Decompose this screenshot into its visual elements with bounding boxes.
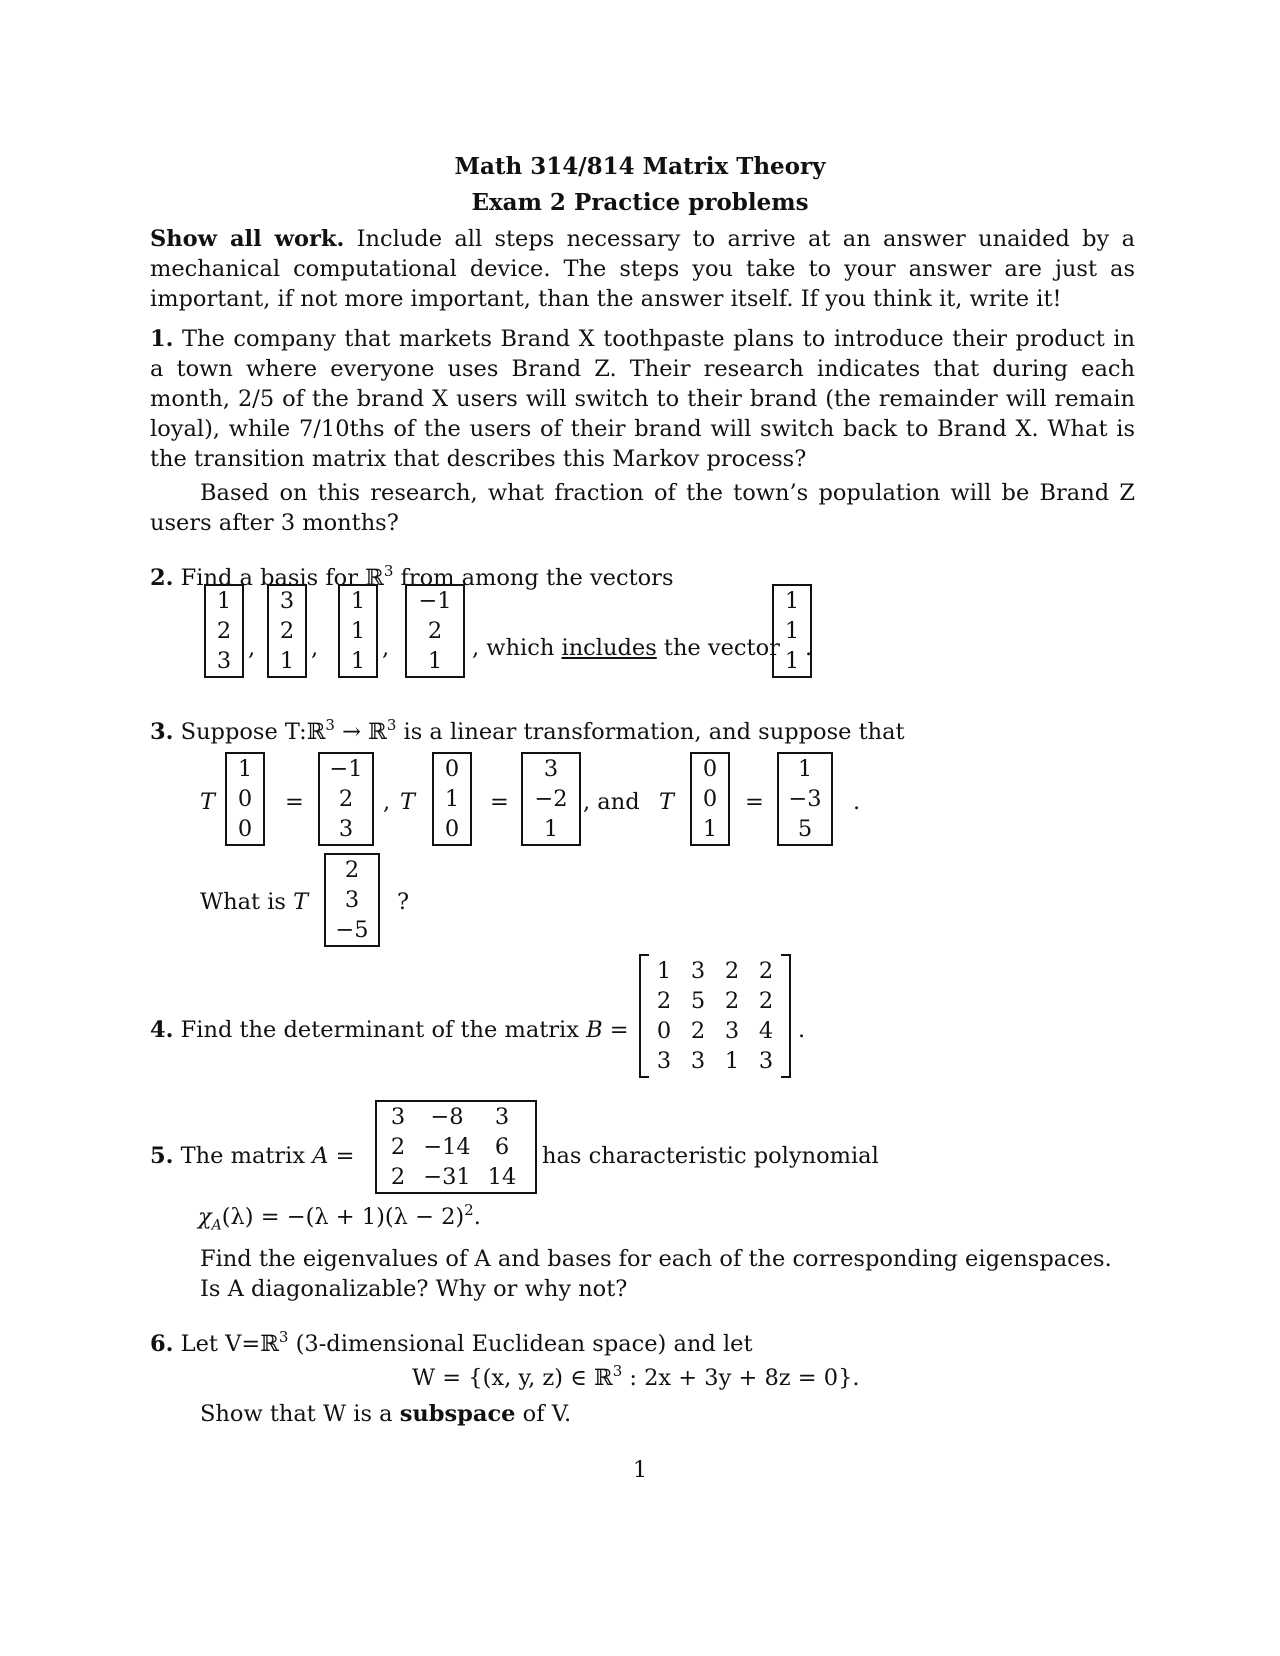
basis-vector-entry: −1 [418,588,452,614]
matrix-B-grid-entry: 3 [656,1048,672,1074]
problem-2-which-text [472,633,780,663]
matrix-B-grid-entry: 2 [724,958,740,984]
basis-vector-entry: 1 [216,588,232,614]
subspace-definition [412,1363,860,1393]
problem-4-text: Find the determinant of the matrix [173,1017,587,1043]
basis-vector-entry: 1 [350,648,366,674]
page-number: 1 [632,1457,648,1483]
matrix-B-grid [639,956,791,1076]
t1-vector-entry: 2 [338,786,354,812]
problem-5-eq: = [328,1143,355,1169]
basis-vector [267,584,307,678]
e2-vector-entry: 1 [444,786,460,812]
problem-5-line-2: Is A diagonalizable? Why or why not? [200,1276,628,1302]
problem-6-text: Let V=ℝ [173,1331,279,1357]
t2-vector-entry: −2 [534,786,568,812]
problem-4-number: 4. [150,1017,174,1043]
problem-4-eq: = [602,1017,629,1043]
basis-vector-entry: 3 [216,648,232,674]
period: . [853,789,861,815]
t3-vector-entry: −3 [788,786,822,812]
set-text: W = {(x, y, z) ∈ ℝ [412,1365,613,1391]
problem-2-number: 2. [150,565,174,591]
comma: , [383,789,391,815]
question-T: T [293,889,309,915]
e1-vector-entry: 0 [237,786,253,812]
matrix-A-entry: 14 [487,1164,517,1190]
e1-vector [225,752,265,846]
problem-3-question [200,887,308,917]
vector-comma: , [248,635,256,661]
query-vector-entry: 2 [344,857,360,883]
problem-3-arrow: → ℝ [334,719,387,745]
show-text-a: Show that W is a [200,1401,400,1427]
T-label: T [400,789,416,815]
T-label: T [659,789,675,815]
basis-vector-entry: 2 [279,618,295,644]
matrix-B-grid-entry: 0 [656,1018,672,1044]
problem-5-number: 5. [150,1143,174,1169]
target-vector-entry: 1 [784,648,800,674]
matrix-B-grid-entry: 3 [690,1048,706,1074]
includes-text: includes [561,635,657,661]
t3-vector-entry: 1 [797,756,813,782]
matrix-B-grid-entry: 3 [758,1048,774,1074]
basis-vector-entry: 1 [350,588,366,614]
e3-vector-entry: 0 [702,786,718,812]
question-mark: ? [397,889,410,915]
instructions-text: Include all steps necessary to arrive at an answer unaided by a mechanical computational device. The steps you take to your answer are just as important, if not more important, than the answer itself. If you think it, write it! [150,226,1135,312]
matrix-A-entry: 2 [390,1134,406,1160]
T-label: T [200,789,216,815]
e3-vector-entry: 1 [702,816,718,842]
the-vector-text: the vector [656,635,780,661]
problem-6 [150,1329,753,1359]
t1-vector-entry: 3 [338,816,354,842]
matrix-B-grid-entry: 1 [656,958,672,984]
problem-3-sup2: 3 [386,716,397,734]
problem-1 [150,324,1135,474]
problem-5-has-text: has characteristic polynomial [542,1143,879,1169]
basis-vector-entry: 2 [216,618,232,644]
e2-vector-entry: 0 [444,756,460,782]
problem-6-text-b: (3-dimensional Euclidean space) and let [288,1331,753,1357]
t3-vector [777,752,833,846]
query-vector-entry: 3 [344,887,360,913]
problem-4 [150,1015,629,1045]
e3-vector-entry: 0 [702,756,718,782]
problem-5-text: The matrix [173,1143,313,1169]
instructions-bold: Show all work. [150,226,345,252]
problem-1-text: The company that markets Brand X toothpaste plans to introduce their product in a town where everyone uses Brand Z. Their research indicates that during each month, 2/5 of the brand X users will switch to their brand (the remainder will remain loyal), while 7/10ths of the users of their brand will switch back to Brand X. What is the transition matrix that describes this Markov process? [150,326,1135,472]
basis-vector-entry: 2 [427,618,443,644]
e1-vector-entry: 1 [237,756,253,782]
matrix-B-grid-entry: 2 [656,988,672,1014]
matrix-A-grid [375,1100,537,1194]
matrix-A-entry: −8 [430,1104,464,1130]
target-vector [772,584,812,678]
set-sup: 3 [612,1362,623,1380]
page-title: Math 314/814 Matrix Theory [454,153,826,180]
problem-3 [150,717,905,747]
basis-vector-entry: 1 [427,648,443,674]
matrix-B-grid-entry: 2 [690,1018,706,1044]
problem-2-period: . [805,635,813,661]
t1-vector [318,752,374,846]
problem-3-text: Suppose T:ℝ [173,719,326,745]
show-text-b: of V. [515,1401,572,1427]
problem-2-text-a: Find a basis for ℝ [173,565,384,591]
chi-symbol: χ [198,1204,212,1230]
problem-2-text-b: from among the vectors [393,565,674,591]
t3-vector-entry: 5 [797,816,813,842]
matrix-A-entry: 3 [494,1104,510,1130]
t2-vector-entry: 1 [543,816,559,842]
matrix-B-grid-entry: 3 [690,958,706,984]
matrix-A-entry: 6 [494,1134,510,1160]
instructions [150,224,1135,314]
problem-1-followup: Based on this research, what fraction of the town’s population will be Brand Z users after 3 months? [150,480,1135,536]
basis-vector-entry: 1 [350,618,366,644]
e2-vector [432,752,472,846]
matrix-B-grid-entry: 1 [724,1048,740,1074]
problem-3-text-b: is a linear transformation, and suppose that [396,719,905,745]
chi-subscript: A [211,1217,222,1234]
matrix-B-grid-entry: 2 [724,988,740,1014]
basis-vector [338,584,378,678]
characteristic-polynomial [198,1202,481,1241]
problem-1-number: 1. [150,326,174,352]
target-vector-entry: 1 [784,618,800,644]
problem-6-number: 6. [150,1331,174,1357]
query-vector-entry: −5 [335,917,369,943]
equals-sign: = [285,789,304,815]
problem-3-sup1: 3 [325,716,335,734]
basis-vector-entry: 3 [279,588,295,614]
matrix-A-label: A [312,1143,329,1169]
poly-sup: 2 [464,1201,474,1219]
matrix-B-grid-entry: 2 [758,988,774,1014]
problem-6-show [200,1399,571,1429]
page-subtitle: Exam 2 Practice problems [471,189,809,216]
e3-vector [690,752,730,846]
equals-sign: = [745,789,764,815]
poly-text: (λ) = −(λ + 1)(λ − 2) [221,1204,465,1230]
vector-comma: , [382,635,390,661]
problem-2-sup: 3 [383,562,394,580]
e2-vector-entry: 0 [444,816,460,842]
matrix-A-entry: −14 [423,1134,471,1160]
problem-6-sup: 3 [278,1328,289,1346]
matrix-B-grid-entry: 2 [758,958,774,984]
problem-3-number: 3. [150,719,174,745]
basis-vector [204,584,244,678]
matrix-A-entry: 3 [390,1104,406,1130]
query-vector [324,853,380,947]
set-rest: : 2x + 3y + 8z = 0}. [622,1365,860,1391]
t2-vector [521,752,581,846]
basis-vector [405,584,465,678]
matrix-B-grid-entry: 4 [758,1018,774,1044]
and-text: , and [583,789,640,815]
equals-sign: = [490,789,509,815]
question-prefix: What is [200,889,294,915]
target-vector-entry: 1 [784,588,800,614]
matrix-B-grid-entry: 5 [690,988,706,1014]
matrix-B-label: B [586,1017,603,1043]
show-bold: subspace [399,1401,516,1427]
problem-4-period: . [798,1017,806,1043]
t1-vector-entry: −1 [329,756,363,782]
poly-end: . [473,1204,481,1230]
matrix-A-entry: −31 [423,1164,471,1190]
matrix-B-grid-entry: 3 [724,1018,740,1044]
problem-5-line-1: Find the eigenvalues of A and bases for each of the corresponding eigenspaces. [200,1246,1112,1272]
vector-comma: , [311,635,319,661]
e1-vector-entry: 0 [237,816,253,842]
basis-vector-entry: 1 [279,648,295,674]
which-text: , which [472,635,562,661]
problem-5 [150,1141,354,1171]
t2-vector-entry: 3 [543,756,559,782]
matrix-A-entry: 2 [390,1164,406,1190]
